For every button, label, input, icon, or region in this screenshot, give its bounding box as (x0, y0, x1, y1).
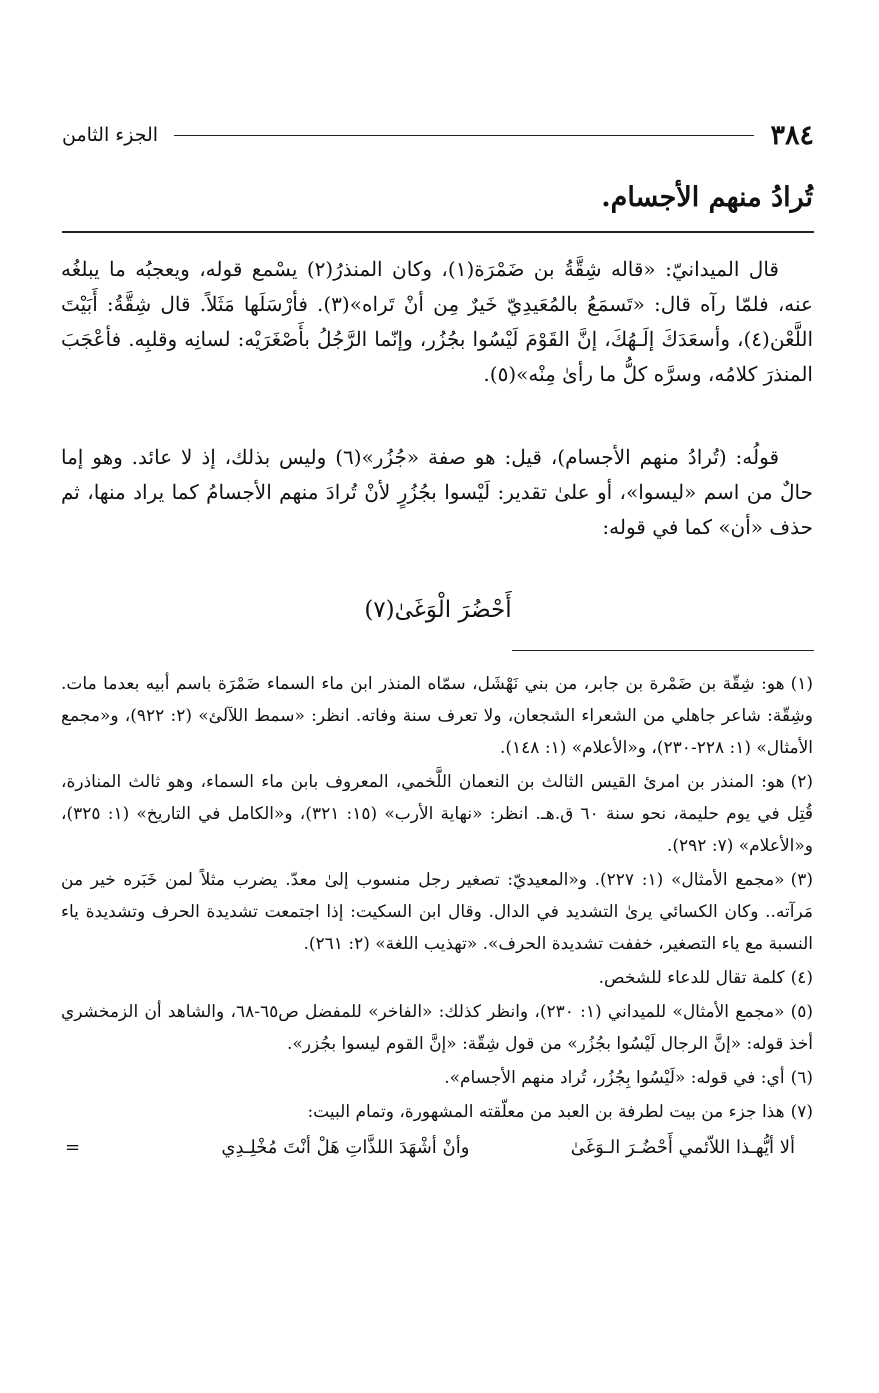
footnote-text: «مجمع الأمثال» (١: ٢٢٧). و«المعيديّ: تصغير رجل منسوب إلىٰ معدّ. يضرب مثلاً لمن خَبَره خير من مَرآته.. وكان الكسائي يرىٰ التشديد في الدال. وقال ابن السكيت: إذا اجتمعت تشديدة الحرف وتشديدة ياء النسبة مع ياء التصغير، خففت تشديدة الحرف». «تهذيب اللغة» (٢: ٢٦١). (61, 870, 813, 954)
footnote-text: «مجمع الأمثال» للميداني (١: ٢٣٠)، وانظر كذلك: «الفاخر» للمفضل ص٦٥-٦٨، والشاهد أن الزمخشري أخذ قوله: «إنَّ الرجال لَيْسُوا بجُزُر» من قول شِقّة: «إنَّ القوم ليسوا بجُزر». (61, 1002, 813, 1054)
running-title: الجزء الثامن (62, 124, 159, 146)
footnote-text: كلمة تقال للدعاء للشخص. (598, 968, 785, 988)
page-number: ٣٨٤ (770, 119, 814, 151)
header-rule (174, 135, 754, 136)
footnote-number: (٦) (790, 1068, 813, 1088)
footnote-number: (٥) (790, 1002, 814, 1022)
first-hemistich: ألا أيُّهـذا اللاّئمي أَحْضُـرَ الـوَغَىٰ (570, 1137, 795, 1158)
footnote (61, 1062, 813, 1094)
footnote (61, 668, 813, 764)
section-heading: تُرادُ منهم الأجسام. (601, 182, 813, 213)
footnote (61, 864, 813, 960)
footnote (61, 962, 813, 994)
heading-rule (62, 231, 814, 233)
paragraph-text: قال الميدانيّ: «قاله شِقَّةُ بن ضَمْرَة(١)، وكان المنذرُ(٢) يسْمع قوله، ويعجبُه ما يبلغُه عنه، فلمّا رآه قال: «تَسمَعُ بالمُعَيدِيّ خَيرٌ مِن أنْ تَراه»(٣). فأرْسَلَها مَثَلاً. قال شِقَّةُ: أَبَيْتَ اللَّعْن(٤)، وأسعَدَكَ إلَـهُكَ، إنَّ القَوْمَ لَيْسُوا بجُزُر، وإنّما الرَّجُلُ بأَصْغَرَيْه: لسانِه وقلبِه. فأعْجَبَ المنذرَ كلامُه، وسرَّه كلُّ ما رأىٰ مِنْه»(٥). (61, 257, 813, 386)
footnote-text: هذا جزء من بيت لطرفة بن العبد من معلّقته المشهورة، وتمام البيت: (307, 1102, 785, 1122)
continuation-mark: = (65, 1137, 81, 1158)
footnote-number: (٢) (790, 772, 813, 792)
footnote-text: هو: شِقّة بن ضَمْرة بن جابر، من بني نَهْشَل، سمّاه المنذر ابن ماء السماء ضَمْرَة باسم أبيه بعدما مات. وشِقّة: شاعر جاهلي من الشعراء الشجعان، ولا تعرف سنة وفاته. انظر: «سمط اللآلئ» (٢: ٩٢٢)، و«مجمع الأمثال» (١: ٢٢٨-٢٣٠)، و«الأعلام» (١: ١٤٨). (61, 674, 813, 758)
poem-verse (61, 1132, 813, 1164)
footnote (61, 766, 813, 862)
footnote (61, 996, 813, 1060)
footnote-rule (512, 650, 814, 651)
body-paragraph-2 (61, 440, 813, 545)
footnote (61, 1096, 813, 1128)
second-hemistich: وأنْ أشْهَدَ اللذَّاتِ هَلْ أنْتَ مُخْلِـدِي (221, 1137, 470, 1158)
footnote-text: أي: في قوله: «لَيْسُوا بِجُزُر، تُراد منهم الأجسام». (444, 1068, 785, 1088)
verse-quote: أَحْضُرَ الْوَغَىٰ(٧) (364, 597, 512, 623)
footnote-number: (٣) (790, 870, 813, 890)
paragraph-text: قولُه: (تُرادُ منهم الأجسام)، قيل: هو صفة «جُزُر»(٦) وليس بذلك، إذ لا عائد. وهو إما حالٌ من اسم «ليسوا»، أو علىٰ تقدير: لَيْسوا بجُزُرٍ لأنْ تُرادَ منهم الأجسامُ كما يراد منها، ثم حذف «أن» كما في قوله: (61, 445, 813, 539)
footnote-number: (٧) (790, 1102, 813, 1122)
footnote-number: (١) (790, 674, 813, 694)
footnote-text: هو: المنذر بن امرئ القيس الثالث بن النعمان اللَّخمي، المعروف بابن ماء السماء، وهو ثالث المناذرة، قُتِل في يوم حليمة، نحو سنة ٦٠ ق.هـ. انظر: «نهاية الأرب» (١٥: ٣٢١)، و«الكامل في التاريخ» (١: ٣٢٥)، و«الأعلام» (٧: ٢٩٢). (61, 772, 813, 856)
footnote-number: (٤) (790, 968, 813, 988)
running-header (62, 118, 814, 152)
body-paragraph-1 (61, 252, 813, 392)
footnotes (61, 668, 813, 1164)
